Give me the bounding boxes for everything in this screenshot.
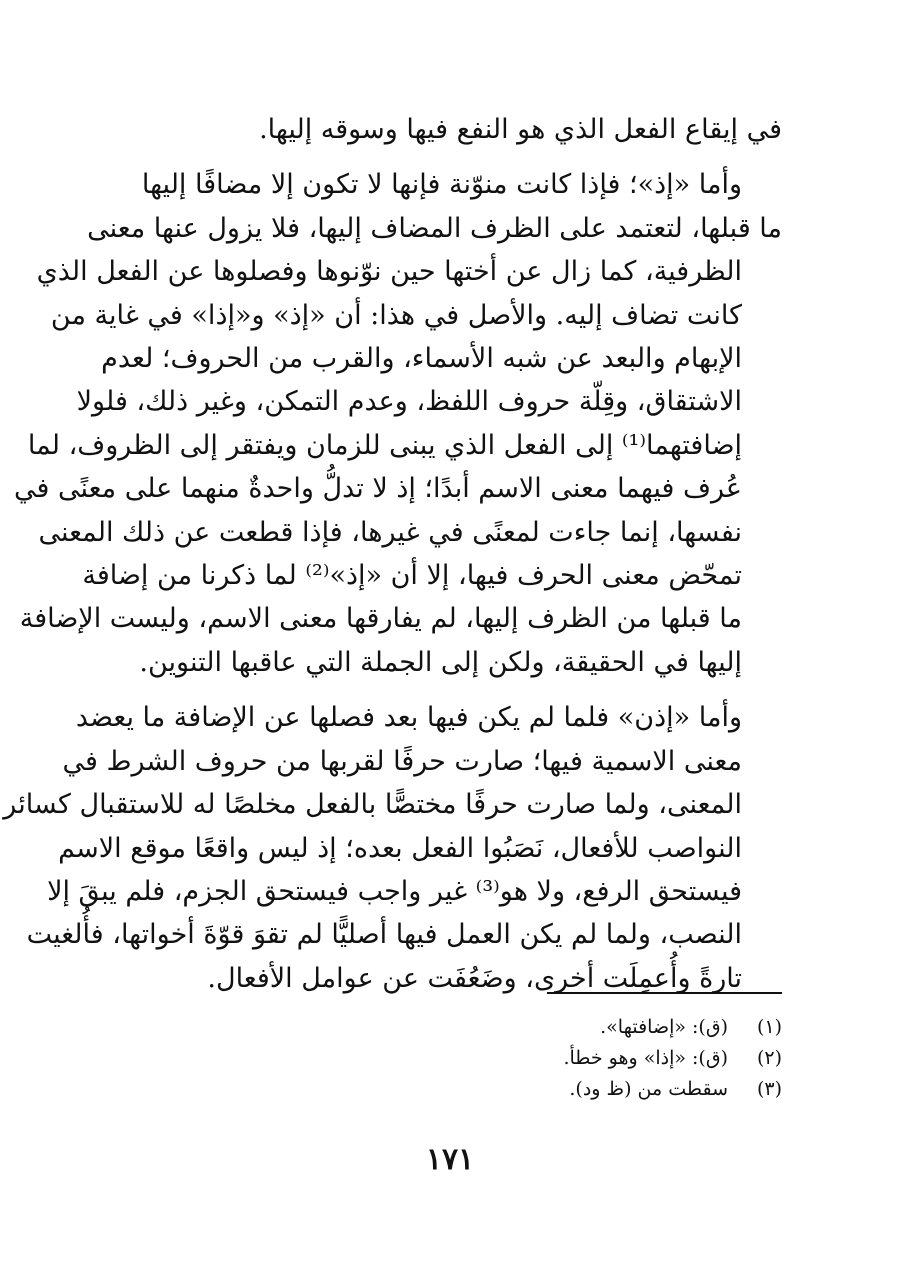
text-line: معنى الاسمية فيها؛ صارت حرفًا لقربها من حروف الشرط في <box>62 745 742 777</box>
text-line: فيستحق الرفع، ولا هو⁽³⁾ غير واجب فيستحق الجزم، فلم يبقَ إلا <box>47 875 742 907</box>
footnote-text: سقطت من (ظ ود). <box>569 1078 728 1100</box>
text-line: إضافتهما⁽¹⁾ إلى الفعل الذي يبنى للزمان ويفتقر إلى الظروف، لما <box>27 429 742 461</box>
text-line: تمحّض معنى الحرف فيها، إلا أن «إذ»⁽²⁾ لما ذكرنا من إضافة <box>82 560 742 592</box>
footnote-number: (١) <box>756 1016 782 1038</box>
text-line: إليها في الحقيقة، ولكن إلى الجملة التي عاقبها التنوين. <box>139 646 742 678</box>
footnote-number: (٢) <box>756 1047 782 1069</box>
text-line: وأما «إذ»؛ فإذا كانت منوّنة فإنها لا تكون إلا مضافًا إليها <box>141 169 742 201</box>
paragraph-1 <box>118 108 782 151</box>
footnotes <box>118 1012 782 1105</box>
text-line: الإبهام والبعد عن شبه الأسماء، والقرب من الحروف؛ لعدم <box>101 343 742 375</box>
text-line: وأما «إذن» فلما لم يكن فيها بعد فصلها عن الإضافة ما يعضد <box>75 702 742 734</box>
text-line: كانت تضاف إليه. والأصل في هذا: أن «إذ» و«إذا» في غاية من <box>50 299 742 331</box>
text-line: الظرفية، كما زال عن أختها حين نوّنوها وفصلوها عن الفعل الذي <box>36 256 742 288</box>
footnote-2 <box>118 1043 782 1074</box>
paragraph-3 <box>3 696 782 1000</box>
text-line: النصب، ولما لم يكن العمل فيها أصليًّا لم تقوَ قوّةَ أخواتها، فأُلغيت <box>26 919 742 951</box>
text-line: تارةً وأُعمِلَت أخرى، وضَعُفَت عن عوامل الأفعال. <box>207 962 742 994</box>
text-line: نفسها، إنما جاءت لمعنًى في غيرها، فإذا قطعت عن ذلك المعنى <box>38 516 742 548</box>
main-text <box>3 108 782 1000</box>
footnote-1 <box>118 1012 782 1043</box>
text-line: ما قبلها من الظرف إليها، لم يفارقها معنى الاسم، وليست الإضافة <box>19 603 742 635</box>
text-line: المعنى، ولما صارت حرفًا مختصًّا بالفعل مخلصًا له للاستقبال كسائر <box>3 789 742 821</box>
footnote-text: (ق): «إضافتها». <box>600 1016 728 1038</box>
footnote-text: (ق): «إذا» وهو خطأ. <box>563 1047 728 1069</box>
footnote-3 <box>118 1074 782 1105</box>
paragraph-2 <box>14 163 782 684</box>
text-line: الاشتقاق، وقِلّة حروف اللفظ، وعدم التمكن، وغير ذلك، فلولا <box>76 386 742 418</box>
footnote-number: (٣) <box>756 1078 782 1100</box>
text-line: ما قبلها، لتعتمد على الظرف المضاف إليها، فلا يزول عنها معنى <box>87 212 782 244</box>
text-line: في إيقاع الفعل الذي هو النفع فيها وسوقه إليها. <box>259 114 782 145</box>
text-line: النواصب للأفعال، نَصَبُوا الفعل بعده؛ إذ ليس واقعًا موقع الاسم <box>58 832 742 864</box>
page-number: ١٧١ <box>425 1142 475 1177</box>
footnote-divider <box>547 992 782 994</box>
text-line: عُرف فيهما معنى الاسم أبدًا؛ إذ لا تدلُّ واحدةٌ منهما على معنًى في <box>14 473 742 505</box>
